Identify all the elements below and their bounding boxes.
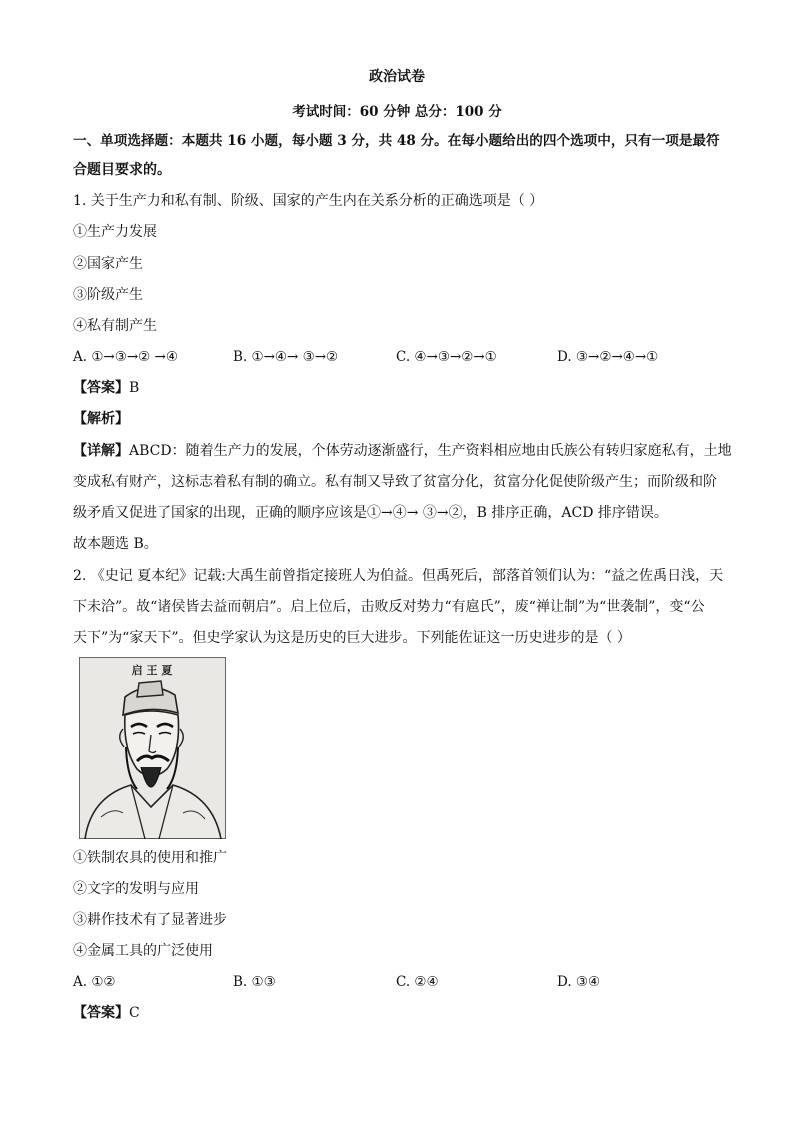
- question-1-item-1: ①生产力发展: [73, 224, 157, 240]
- xia-king-portrait-figure: [79, 657, 226, 839]
- answer-tag: 【答案】: [73, 1005, 129, 1021]
- portrait-illustration: [79, 657, 226, 839]
- portrait-caption: 启 王 夏: [131, 664, 173, 677]
- question-1-item-2: ②国家产生: [73, 256, 143, 272]
- question-1-detail-line-3: 级矛盾又促进了国家的出现，正确的顺序应该是①→④→ ③→②，B 排序正确，ACD 排序错误。: [73, 505, 668, 521]
- page-title: 政治试卷: [369, 69, 425, 85]
- question-2-option-c: C. ②④: [396, 974, 439, 990]
- question-2-stem-line-2: 下未洽”。故“诸侯皆去益而朝启”。启上位后，击败反对势力“有扈氏”，废“禅让制”为“世袭制”，变“公: [73, 599, 705, 615]
- detail-tag: 【详解】: [73, 443, 129, 459]
- question-2-option-d: D. ③④: [557, 974, 601, 990]
- question-1-analysis-tag: 【解析】: [73, 411, 129, 427]
- question-2-option-b: B. ①③: [233, 974, 276, 990]
- question-1-conclusion: 故本题选 B。: [73, 536, 158, 552]
- question-1-answer: [73, 378, 139, 398]
- question-1-option-a: A. ①→③→② →④: [73, 349, 178, 365]
- question-1-option-c: C. ④→③→②→①: [396, 349, 497, 365]
- question-1-option-b: B. ①→④→ ③→②: [233, 349, 339, 365]
- question-1-detail-line-2: 变成私有财产，这标志着私有制的确立。私有制又导致了贫富分化，贫富分化促使阶级产生；而阶级和阶: [73, 474, 717, 490]
- exam-info: 考试时间：60 分钟 总分：100 分: [292, 104, 502, 120]
- answer-tag: 【答案】: [73, 380, 129, 396]
- question-2-item-1: ①铁制农具的使用和推广: [73, 850, 227, 866]
- question-1-item-4: ④私有制产生: [73, 318, 157, 334]
- question-1-detail-line-1: [73, 441, 732, 461]
- question-2-item-2: ②文字的发明与应用: [73, 881, 199, 897]
- section-instruction-line-1: 一、单项选择题：本题共 16 小题，每小题 3 分，共 48 分。在每小题给出的四个选项中，只有一项是最符: [73, 133, 720, 149]
- question-1-stem: 1. 关于生产力和私有制、阶级、国家的产生内在关系分析的正确选项是（ ）: [73, 193, 544, 209]
- question-2-option-a: A. ①②: [73, 974, 116, 990]
- question-1-option-d: D. ③→②→④→①: [557, 349, 659, 365]
- question-2-stem-line-1: 2. 《史记 夏本纪》记载:大禹生前曾指定接班人为伯益。但禹死后，部落首领们认为：“益之佐禹日浅，天: [73, 568, 724, 584]
- section-instruction-line-2: 合题目要求的。: [73, 162, 171, 178]
- question-2-stem-line-3: 天下”为“家天下”。但史学家认为这是历史的巨大进步。下列能佐证这一历史进步的是（ ）: [73, 630, 631, 646]
- question-2-item-3: ③耕作技术有了显著进步: [73, 912, 227, 928]
- question-2-answer: [73, 1003, 140, 1023]
- question-1-item-3: ③阶级产生: [73, 287, 143, 303]
- answer-value: C: [129, 1005, 140, 1021]
- question-2-item-4: ④金属工具的广泛使用: [73, 943, 213, 959]
- answer-value: B: [129, 380, 140, 396]
- detail-text-1: ABCD：随着生产力的发展，个体劳动逐渐盛行，生产资料相应地由氏族公有转归家庭私有，土地: [129, 443, 732, 459]
